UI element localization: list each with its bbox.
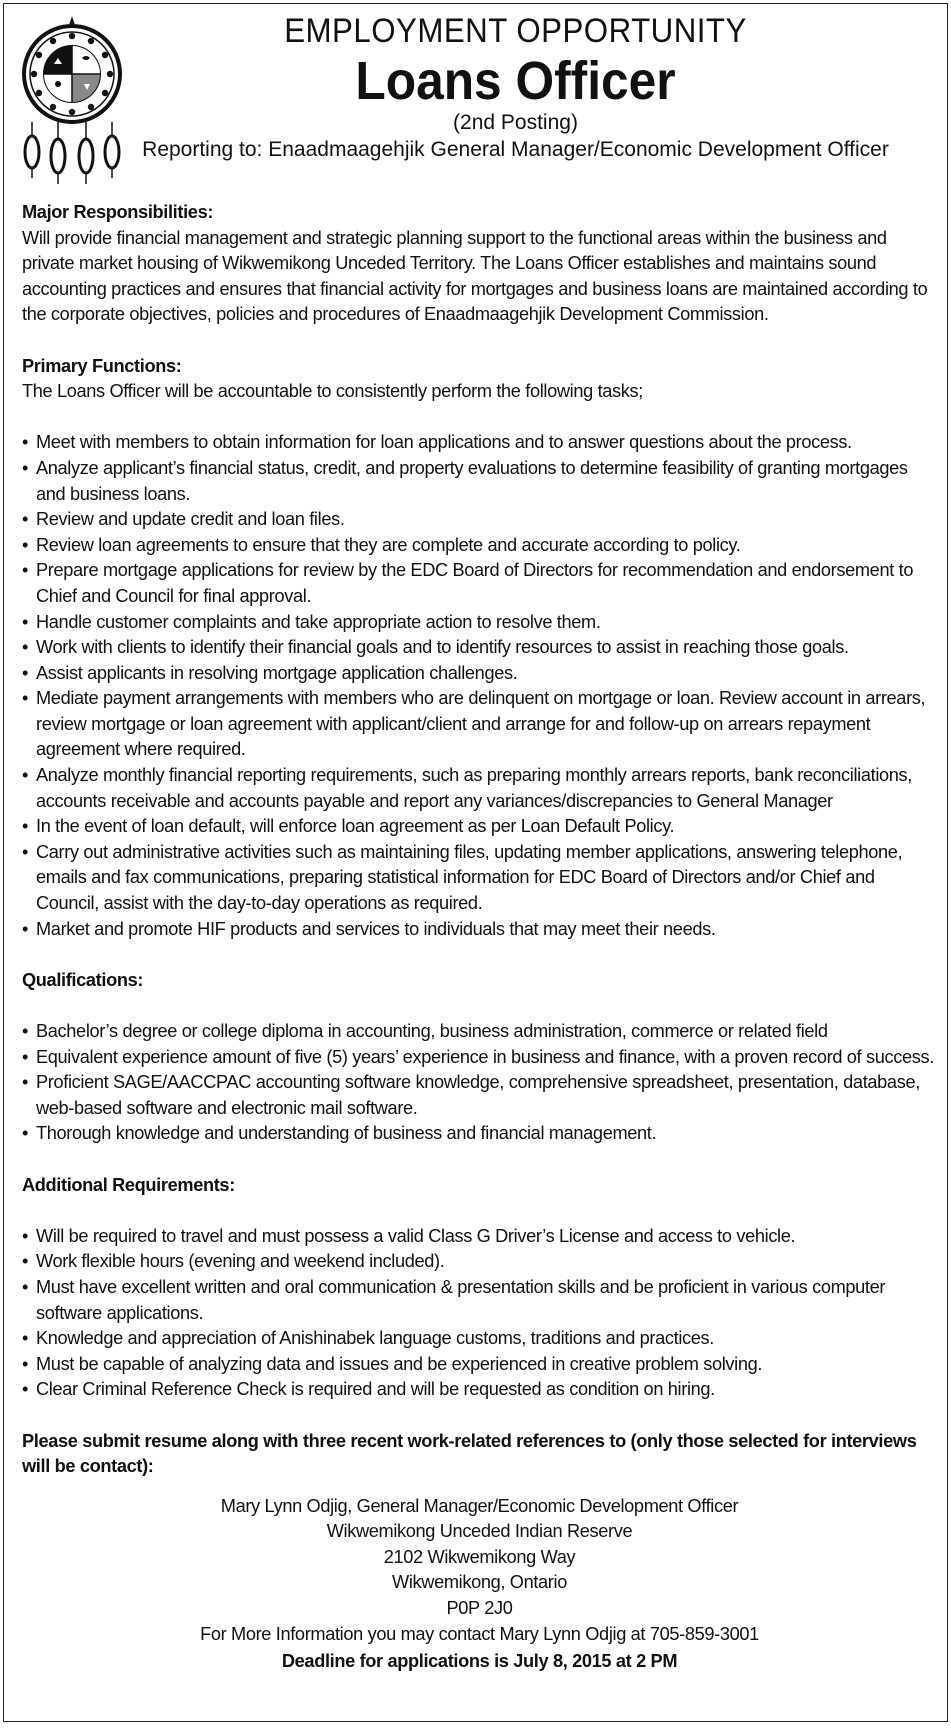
primary-functions-list [22, 430, 937, 942]
contact-postal-code: P0P 2J0 [446, 1598, 513, 1619]
employment-opportunity-heading: EMPLOYMENT OPPORTUNITY [284, 12, 747, 50]
list-item: • Clear Criminal Reference Check is required and will be requested as condition on hiring. [22, 1377, 937, 1403]
list-item: • Knowledge and appreciation of Anishinabek language customs, traditions and practices. [22, 1326, 937, 1352]
reporting-line: Reporting to: Enaadmaagehjik General Manager/Economic Development Officer [142, 138, 889, 161]
posting-body [22, 200, 937, 1675]
header-text-block [124, 12, 907, 164]
posting-header [4, 4, 947, 194]
primary-functions-intro: The Loans Officer will be accountable to consistently perform the following tasks; [22, 381, 643, 402]
list-item: • Will be required to travel and must possess a valid Class G Driver’s License and access to vehicle. [22, 1224, 937, 1250]
list-item: • Proficient SAGE/AACCPAC accounting software knowledge, comprehensive spreadsheet, presentation, database, web-based software and electronic mail software. [22, 1070, 937, 1121]
list-item: • Work flexible hours (evening and weekend included). [22, 1249, 937, 1275]
list-item: • Thorough knowledge and understanding of business and financial management. [22, 1121, 937, 1147]
list-item: • In the event of loan default, will enforce loan agreement as per Loan Default Policy. [22, 814, 937, 840]
list-item: • Review loan agreements to ensure that they are complete and accurate according to policy. [22, 533, 937, 559]
list-item: • Analyze applicant’s financial status, credit, and property evaluations to determine feasibility of granting mortgages and business loans. [22, 456, 937, 507]
contact-city: Wikwemikong, Ontario [392, 1572, 567, 1593]
major-responsibilities-text: Will provide financial management and strategic planning support to the functional areas within the business and private market housing of Wikwemikong Unceded Territory. The Loans Officer establishes and maintains sound accounting practices and ensures that financial activity for mortgages and business loans are maintained according to the corporate objectives, policies and procedures of Enaadmaagehjik Development Commission. [22, 227, 928, 325]
contact-street: 2102 Wikwemikong Way [383, 1546, 576, 1567]
list-item: • Mediate payment arrangements with members who are delinquent on mortgage or loan. Review account in arrears, review mortgage or loan agreement with applicant/client and arrange for and follow-up on arrears repayment agreement where required. [22, 686, 937, 763]
list-item: • Bachelor’s degree or college diploma in accounting, business administration, commerce or related field [22, 1019, 937, 1045]
contact-block [22, 1494, 937, 1675]
application-deadline: Deadline for applications is July 8, 2015 at 2 PM [281, 1651, 678, 1672]
list-item: • Prepare mortgage applications for review by the EDC Board of Directors for recommendation and endorsement to Chief and Council for final approval. [22, 558, 937, 609]
list-item: • Analyze monthly financial reporting requirements, such as preparing monthly arrears reports, bank reconciliations, accounts receivable and accounts payable and report any variances/discrepancies to General Manager [22, 763, 937, 814]
list-item: • Equivalent experience amount of five (5) years’ experience in business and finance, with a proven record of success. [22, 1045, 937, 1071]
list-item: • Carry out administrative activities such as maintaining files, updating member applications, answering telephone, emails and fax communications, preparing statistical information for EDC Board of Directors and/or Chief and Council, assist with the day-to-day operations as required. [22, 840, 937, 917]
qualifications-list [22, 1019, 937, 1147]
list-item: • Must be capable of analyzing data and issues and be experienced in creative problem solving. [22, 1352, 937, 1378]
additional-requirements-heading: Additional Requirements: [22, 1174, 235, 1195]
contact-info-line: For More Information you may contact Mary Lynn Odjig at 705-859-3001 [200, 1623, 759, 1644]
job-posting-page [3, 3, 948, 1722]
list-item: • Review and update credit and loan files. [22, 507, 937, 533]
qualifications-heading: Qualifications: [22, 969, 144, 990]
job-title: Loans Officer [355, 51, 676, 111]
primary-functions-heading: Primary Functions: [22, 355, 182, 376]
additional-requirements-list [22, 1224, 937, 1403]
list-item: • Market and promote HIF products and services to individuals that may meet their needs. [22, 917, 937, 943]
posting-number: (2nd Posting) [453, 111, 578, 134]
list-item: • Meet with members to obtain information for loan applications and to answer questions about the process. [22, 430, 937, 456]
submission-instructions: Please submit resume along with three recent work-related references to (only those selected for interviews will be contact): [22, 1430, 917, 1477]
list-item: • Assist applicants in resolving mortgage application challenges. [22, 661, 937, 687]
contact-name-title: Mary Lynn Odjig, General Manager/Economic Development Officer [220, 1495, 739, 1516]
major-responsibilities-heading: Major Responsibilities: [22, 202, 214, 222]
dreamcatcher-medicine-wheel-logo [18, 14, 126, 194]
list-item: • Handle customer complaints and take appropriate action to resolve them. [22, 610, 937, 636]
list-item: • Work with clients to identify their financial goals and to identify resources to assist in reaching those goals. [22, 635, 937, 661]
contact-organization: Wikwemikong Unceded Indian Reserve [326, 1521, 633, 1542]
list-item: • Must have excellent written and oral communication & presentation skills and be proficient in various computer software applications. [22, 1275, 937, 1326]
